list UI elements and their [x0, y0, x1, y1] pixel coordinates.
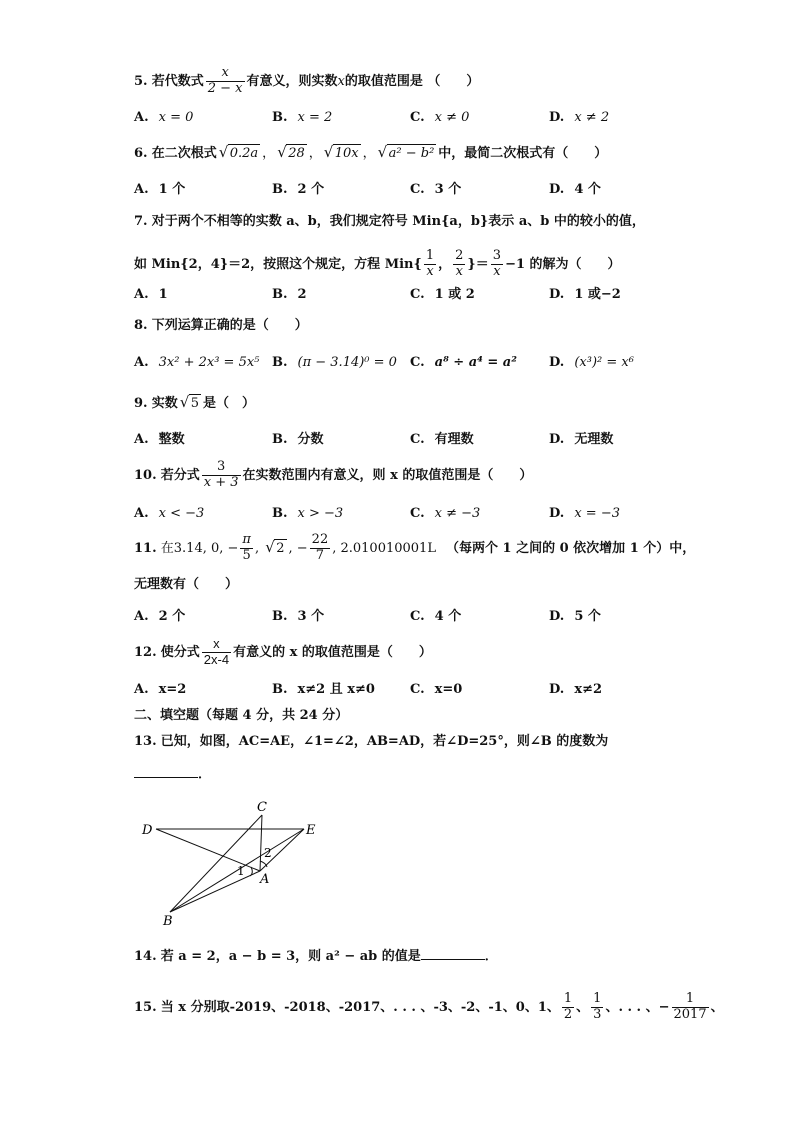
q6-radical-2: √ 28: [277, 143, 305, 161]
label-angle-1: 1: [237, 864, 245, 878]
q7-option-b[interactable]: B. 2: [272, 287, 307, 302]
q12-stem: 12. 使分式 $\frac{x}{2x-4}$ 有意义的 x 的取值范围是（ ）: [134, 636, 432, 667]
q6-option-b[interactable]: B. 2 个: [272, 182, 325, 197]
segment-ca: [260, 815, 262, 871]
q9-option-d[interactable]: D. 无理数: [549, 432, 614, 447]
q11-option-c[interactable]: C. 4 个: [410, 609, 462, 624]
q8-option-d[interactable]: D. (x³)² = x⁶: [549, 355, 634, 370]
q11-stem-line2: 无理数有（ ）: [134, 577, 239, 592]
q5-option-b[interactable]: B. x = 2: [272, 110, 333, 125]
angle-2-arc: [260, 861, 267, 867]
q15-fraction-2: $\frac{1}{3}$: [593, 991, 602, 1022]
q13-answer-line: ．: [134, 768, 211, 781]
q11-option-a[interactable]: A. 2 个: [134, 609, 186, 624]
q15-fraction-3: $\frac{1}{2017}$: [673, 991, 707, 1022]
q13-stem: 13. 已知，如图，AC=AE，∠1=∠2，AB=AD，若∠D=25°，则∠B 的度数为: [134, 734, 609, 749]
q8-option-b[interactable]: B. (π − 3.14)⁰ = 0: [272, 355, 397, 370]
label-e: E: [306, 823, 316, 838]
q7-fraction-3: $\frac{3}{x}$: [492, 248, 502, 279]
q9-option-a[interactable]: A. 整数: [134, 432, 185, 447]
q6-radical-1: √ 0.2a: [218, 143, 259, 161]
q10-option-a[interactable]: A. x < −3: [134, 506, 205, 521]
label-c: C: [257, 800, 267, 815]
q10-fraction: $\frac{3}{x + 3}$: [203, 459, 239, 490]
q10-stem: 10. 若分式 $\frac{3}{x + 3}$ 在实数范围内有意义，则 x 的取值范围是（ ）: [134, 459, 533, 490]
label-angle-2: 2: [264, 846, 272, 860]
q7-option-a[interactable]: A. 1: [134, 287, 168, 302]
q6-option-d[interactable]: D. 4 个: [549, 182, 601, 197]
q8-option-a[interactable]: A. 3x² + 2x³ = 5x⁵: [134, 355, 260, 370]
q12-option-a[interactable]: A. x=2: [134, 682, 187, 697]
q11-fraction-1: $\frac{\pi}{5}$: [242, 532, 251, 563]
q5-option-d[interactable]: D. x ≠ 2: [549, 110, 610, 125]
q12-option-b[interactable]: B. x≠2 且 x≠0: [272, 682, 375, 697]
q5-number: 5.: [134, 73, 148, 89]
q7-fraction-1: $\frac{1}{x}$: [425, 248, 435, 279]
q13-triangle-figure: [136, 795, 326, 930]
q6-radical-3: √ 10x: [323, 143, 359, 161]
q5-option-a[interactable]: A. x = 0: [134, 110, 194, 125]
q11-option-d[interactable]: D. 5 个: [549, 609, 601, 624]
q14-answer-blank[interactable]: [421, 959, 485, 960]
q7-option-d[interactable]: D. 1 或−2: [549, 287, 621, 302]
q9-stem: 9. 实数 √ 5 是（ ）: [134, 393, 256, 411]
q5-option-c[interactable]: C. x ≠ 0: [410, 110, 470, 125]
q7-option-c[interactable]: C. 1 或 2: [410, 287, 475, 302]
q9-option-c[interactable]: C. 有理数: [410, 432, 474, 447]
q7-stem-line2: 如 Min{2，4}＝2，按照这个规定，方程 Min{ $\frac{1}{x}$ ， $\frac{2}{x}$ }＝ $\frac{3}{x}$ −1 的解为（ ）: [134, 248, 621, 279]
q11-radical: √ 2: [265, 537, 285, 556]
q15-fraction-1: $\frac{1}{2}$: [563, 991, 573, 1022]
q15-stem: 15. 当 x 分别取-2019、-2018、-2017、. . . 、-3、-2、-1、0、1、 $\frac{1}{2}$ 、 $\frac{1}{3}$ 、. . . 、− $\frac{1}{2017}$ 、: [134, 991, 724, 1022]
angle-1-arc: [250, 867, 252, 876]
segment-ab: [170, 871, 260, 912]
q5-stem: 5. 若代数式 $\frac{x}{2 - x}$ 有意义，则实数x的取值范围是 （ ）: [134, 65, 480, 96]
q9-radical: √ 5: [179, 393, 200, 411]
q7-stem-line1: 7. 对于两个不相等的实数 a、b，我们规定符号 Min{a，b}表示 a、b 中的较小的值，: [134, 214, 645, 229]
q7-fraction-2: $\frac{2}{x}$: [455, 248, 464, 279]
q5-fraction: $\frac{x}{2 - x}$: [207, 65, 243, 96]
q6-option-c[interactable]: C. 3 个: [410, 182, 462, 197]
q6-stem: 6. 在二次根式 √ 0.2a ， √ 28 ， √ 10x ， √ a² − b² 中，最简二次根式有（ ）: [134, 143, 608, 161]
q11-fraction-2: $\frac{22}{7}$: [311, 532, 329, 563]
label-a: A: [260, 872, 270, 887]
q10-option-d[interactable]: D. x = −3: [549, 506, 620, 521]
label-d: D: [142, 823, 153, 838]
q6-option-a[interactable]: A. 1 个: [134, 182, 186, 197]
q10-option-b[interactable]: B. x > −3: [272, 506, 344, 521]
q8-option-c[interactable]: C. a⁸ ÷ a⁴ = a²: [410, 355, 517, 370]
q12-option-c[interactable]: C. x=0: [410, 682, 463, 697]
q9-option-b[interactable]: B. 分数: [272, 432, 324, 447]
q6-radical-4: √ a² − b²: [377, 143, 435, 161]
q13-answer-blank[interactable]: [134, 777, 198, 778]
q12-fraction: $\frac{x}{2x-4}$: [203, 636, 230, 667]
label-b: B: [163, 914, 173, 929]
q11-stem-line1: 11. 在3.14, 0, − $\frac{\pi}{5}$ , √ 2 , − $\frac{22}{7}$ , 2.010010001L （每两个 1 之间的 0 依次增加 1 个）中，: [134, 532, 696, 563]
section-heading: 二、填空题（每题 4 分，共 24 分）: [134, 708, 349, 723]
q8-stem: 8. 下列运算正确的是（ ）: [134, 318, 308, 333]
q10-option-c[interactable]: C. x ≠ −3: [410, 506, 481, 521]
q14-stem: 14. 若 a = 2，a − b = 3，则 a² − ab 的值是 ．: [134, 949, 498, 964]
q11-option-b[interactable]: B. 3 个: [272, 609, 325, 624]
q12-option-d[interactable]: D. x≠2: [549, 682, 603, 697]
